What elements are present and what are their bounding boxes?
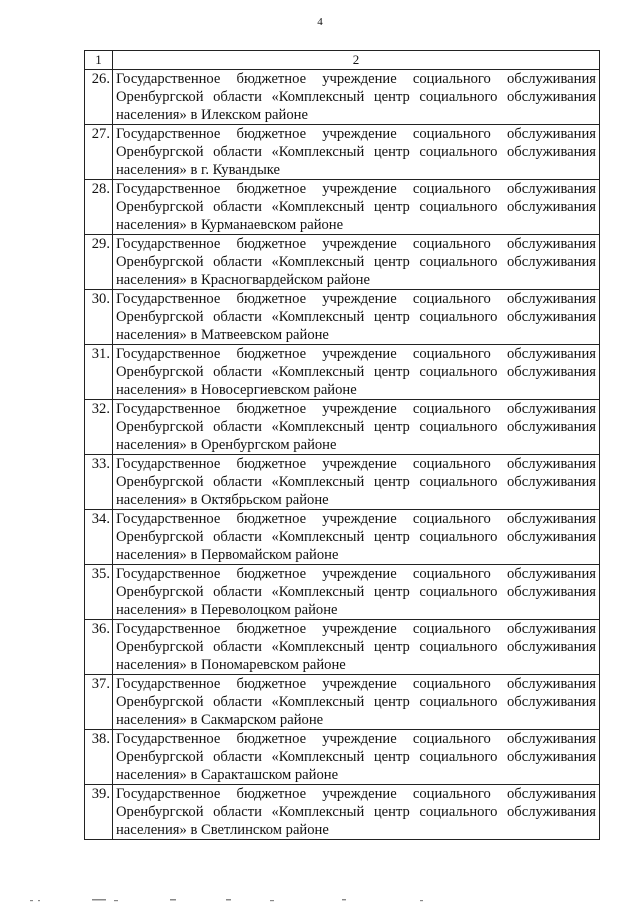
row-number: 39. [85,785,113,840]
institution-name: Государственное бюджетное учреждение социального обслуживания Оренбургской области «Комплексный центр социального обслуживания населения» в Матвеевском районе [113,290,600,345]
institution-name: Государственное бюджетное учреждение социального обслуживания Оренбургской области «Комплексный центр социального обслуживания населения» в г. Кувандыке [113,125,600,180]
table-row [85,235,600,290]
table-row [85,565,600,620]
institution-name: Государственное бюджетное учреждение социального обслуживания Оренбургской области «Комплексный центр социального обслуживания населения» в Оренбургском районе [113,400,600,455]
institution-name: Государственное бюджетное учреждение социального обслуживания Оренбургской области «Комплексный центр социального обслуживания населения» в Первомайском районе [113,510,600,565]
row-number: 30. [85,290,113,345]
row-number: 35. [85,565,113,620]
table-row [85,125,600,180]
row-number: 27. [85,125,113,180]
institution-name: Государственное бюджетное учреждение социального обслуживания Оренбургской области «Комплексный центр социального обслуживания населения» в Саракташском районе [113,730,600,785]
column-header-number: 1 [85,51,113,70]
row-number: 36. [85,620,113,675]
table-row [85,290,600,345]
row-number: 29. [85,235,113,290]
table-row [85,620,600,675]
row-number: 34. [85,510,113,565]
institution-name: Государственное бюджетное учреждение социального обслуживания Оренбургской области «Комплексный центр социального обслуживания населения» в Илекском районе [113,70,600,125]
institution-name: Государственное бюджетное учреждение социального обслуживания Оренбургской области «Комплексный центр социального обслуживания населения» в Сакмарском районе [113,675,600,730]
table-row [85,70,600,125]
row-number: 31. [85,345,113,400]
row-number: 37. [85,675,113,730]
institutions-table [84,50,600,840]
table-row [85,345,600,400]
footer-scan-marks [30,893,550,905]
institution-name: Государственное бюджетное учреждение социального обслуживания Оренбургской области «Комплексный центр социального обслуживания населения» в Переволоцком районе [113,565,600,620]
row-number: 26. [85,70,113,125]
table-row [85,400,600,455]
institution-name: Государственное бюджетное учреждение социального обслуживания Оренбургской области «Комплексный центр социального обслуживания населения» в Новосергиевском районе [113,345,600,400]
row-number: 32. [85,400,113,455]
table-row [85,455,600,510]
table-row [85,785,600,840]
row-number: 38. [85,730,113,785]
table-header-row [85,51,600,70]
row-number: 33. [85,455,113,510]
table-row [85,675,600,730]
row-number: 28. [85,180,113,235]
table-row [85,510,600,565]
institution-name: Государственное бюджетное учреждение социального обслуживания Оренбургской области «Комплексный центр социального обслуживания населения» в Курманаевском районе [113,180,600,235]
institution-name: Государственное бюджетное учреждение социального обслуживания Оренбургской области «Комплексный центр социального обслуживания населения» в Светлинском районе [113,785,600,840]
institution-name: Государственное бюджетное учреждение социального обслуживания Оренбургской области «Комплексный центр социального обслуживания населения» в Красногвардейском районе [113,235,600,290]
institution-name: Государственное бюджетное учреждение социального обслуживания Оренбургской области «Комплексный центр социального обслуживания населения» в Пономаревском районе [113,620,600,675]
institution-name: Государственное бюджетное учреждение социального обслуживания Оренбургской области «Комплексный центр социального обслуживания населения» в Октябрьском районе [113,455,600,510]
table-row [85,180,600,235]
column-header-name: 2 [113,51,600,70]
table-row [85,730,600,785]
page-number: 4 [317,16,323,28]
